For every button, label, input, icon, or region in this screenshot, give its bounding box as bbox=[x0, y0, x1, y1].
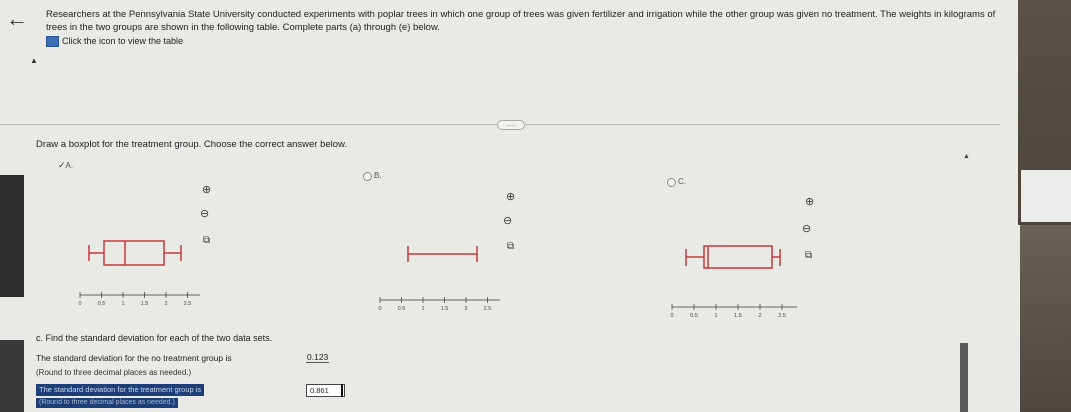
axis-tick-label: 1.5 bbox=[440, 306, 449, 312]
axis-tick-label: 2.5 bbox=[778, 313, 786, 319]
boxplot-c-whiskers bbox=[686, 249, 780, 266]
zoom-out-icon[interactable]: ⊖ bbox=[503, 215, 513, 227]
scroll-up-icon[interactable]: ▲ bbox=[963, 153, 970, 160]
boxplot-option-a bbox=[80, 225, 200, 315]
axis-tick-label: 0 bbox=[78, 301, 82, 307]
round-note-selected: (Round to three decimal places as needed.) bbox=[36, 398, 178, 408]
photo-edge-left bbox=[0, 175, 24, 297]
axis-tick-label: 0 bbox=[670, 313, 674, 319]
bullet-icon: ▲ bbox=[30, 56, 38, 65]
zoom-out-icon[interactable]: ⊖ bbox=[200, 208, 210, 220]
option-b-label: B. bbox=[374, 171, 382, 180]
part-c-prompt: c. Find the standard deviation for each of the two data sets. bbox=[36, 333, 273, 343]
boxplot-a-box bbox=[104, 241, 164, 265]
axis-tick-label: 0.5 bbox=[690, 313, 698, 319]
axis-tick-label: 1.5 bbox=[734, 313, 742, 319]
expand-icon[interactable]: ⧉ bbox=[203, 235, 211, 246]
zoom-in-icon[interactable]: ⊕ bbox=[202, 184, 212, 196]
axis-tick-label: 1.5 bbox=[140, 301, 149, 307]
round-note: (Round to three decimal places as needed.) bbox=[36, 368, 192, 377]
zoom-out-icon[interactable]: ⊖ bbox=[802, 223, 812, 235]
axis-tick-label: 2 bbox=[164, 301, 168, 307]
photo-edge-bottom-left bbox=[0, 340, 24, 412]
zoom-in-icon[interactable]: ⊕ bbox=[506, 191, 516, 203]
boxplot-option-c bbox=[672, 232, 797, 322]
option-b-radio[interactable] bbox=[363, 172, 372, 181]
expand-icon[interactable]: ⧉ bbox=[507, 241, 515, 252]
photo-light-patch bbox=[1021, 170, 1071, 222]
axis-tick-label: 1 bbox=[714, 313, 718, 319]
boxplot-option-b bbox=[380, 230, 500, 320]
axis-tick-label: 0.5 bbox=[397, 306, 406, 312]
boxplot-c-box bbox=[704, 246, 772, 268]
option-c-label: C. bbox=[678, 177, 686, 186]
scrollbar[interactable] bbox=[960, 343, 968, 412]
axis-tick-label: 1 bbox=[121, 301, 125, 307]
more-button[interactable]: ..... bbox=[497, 120, 525, 130]
axis-tick-label: 2 bbox=[758, 313, 762, 319]
table-icon[interactable] bbox=[46, 36, 59, 47]
axis-tick-label: 2 bbox=[464, 306, 468, 312]
boxplot-a-whiskers bbox=[89, 245, 181, 261]
axis-tick-label: 0.5 bbox=[97, 301, 106, 307]
boxplot-b-whiskers bbox=[408, 246, 477, 262]
axis-tick-label: 1 bbox=[421, 306, 425, 312]
axis-tick-label: 2.5 bbox=[483, 306, 492, 312]
problem-intro: Researchers at the Pennsylvania State University conducted experiments with poplar trees in which one group of trees was given fertilizer and irrigation while the other group was given no treatment. The weights in kilograms of trees in the two groups are shown in the following table. Complete parts (a) through (e) below. bbox=[46, 9, 996, 33]
back-arrow-icon[interactable]: ← bbox=[6, 6, 28, 31]
sd-treatment-input[interactable]: 0.861 bbox=[306, 384, 345, 397]
sd-no-treatment-text: The standard deviation for the no treatment group is bbox=[36, 353, 232, 363]
zoom-in-icon[interactable]: ⊕ bbox=[805, 196, 815, 208]
part-b-prompt: Draw a boxplot for the treatment group. Choose the correct answer below. bbox=[36, 139, 348, 150]
text-cursor bbox=[341, 384, 343, 397]
photo-edge-bottom-right bbox=[1020, 225, 1071, 412]
expand-icon[interactable]: ⧉ bbox=[805, 250, 813, 261]
option-c-radio[interactable] bbox=[667, 178, 676, 187]
table-link-label: Click the icon to view the table bbox=[62, 36, 184, 46]
axis-tick-label: 0 bbox=[378, 306, 382, 312]
option-a-selector[interactable] bbox=[58, 155, 73, 173]
sd-treatment-text: The standard deviation for the treatment group is bbox=[36, 384, 204, 396]
sd-no-treatment-value: 0.123 bbox=[307, 352, 329, 362]
checkmark-icon: ✓ bbox=[58, 160, 66, 170]
option-a-label: A. bbox=[65, 161, 74, 170]
axis-tick-label: 2.5 bbox=[183, 301, 192, 307]
